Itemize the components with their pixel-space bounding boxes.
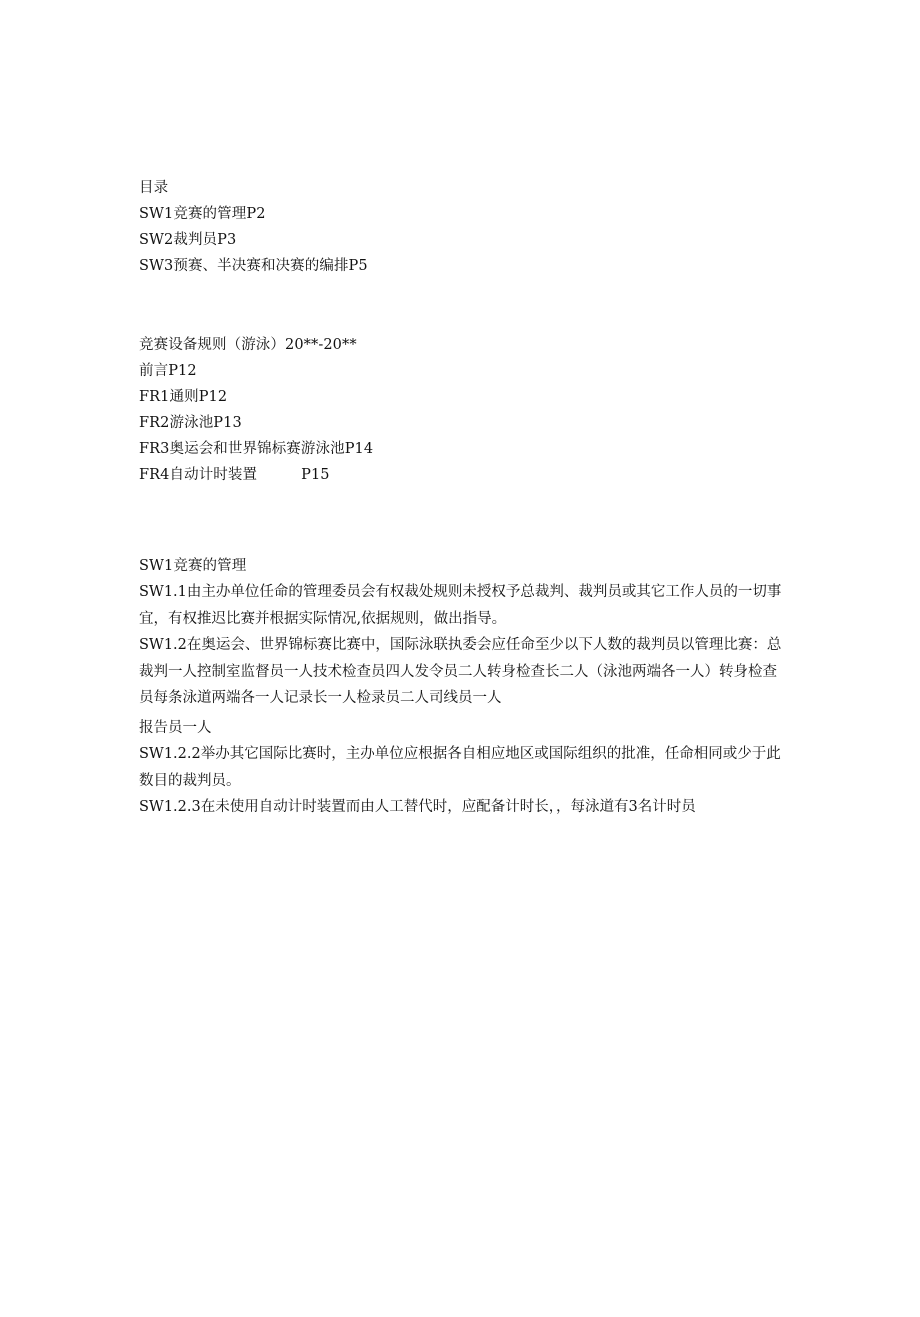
section-heading: SW1竞赛的管理 <box>139 558 247 574</box>
facility-rules-item-label: FR4自动计时装置 <box>139 467 258 483</box>
facility-rules-item: 前言P12 <box>139 363 197 379</box>
facility-rules-heading: 竞赛设备规则（游泳）20**-20** <box>139 337 357 353</box>
toc-item: SW2裁判员P3 <box>139 232 237 248</box>
toc-item: SW1竞赛的管理P2 <box>139 206 266 222</box>
table-of-contents <box>139 175 789 279</box>
paragraph-sw1-2-2: SW1.2.2举办其它国际比赛时，主办单位应根据各自相应地区或国际组织的批准，任命相同或少于此数目的裁判员。 <box>139 746 781 789</box>
facility-rules-item-page: P15 <box>301 467 330 483</box>
section-sw1 <box>139 553 789 821</box>
facility-rules-item: FR1通则P12 <box>139 389 228 405</box>
toc-item: SW3预赛、半决赛和决赛的编排P5 <box>139 258 368 274</box>
paragraph-sw1-2-3: SW1.2.3在未使用自动计时装置而由人工替代时，应配备计时长，，每泳道有3名计时员 <box>139 799 696 815</box>
toc-heading: 目录 <box>139 180 169 196</box>
paragraph-sw1-2-cont: 报告员一人 <box>139 719 212 736</box>
paragraph-sw1-1: SW1.1由主办单位任命的管理委员会有权裁处规则未授权予总裁判、裁判员或其它工作人员的一切事宜，有权推迟比赛并根据实际情况,依据规则，做出指导。 <box>139 584 782 627</box>
facility-rules-contents <box>139 332 789 488</box>
paragraph-sw1-2: SW1.2在奥运会、世界锦标赛比赛中，国际泳联执委会应任命至少以下人数的裁判员以管理比赛：总裁判一人控制室监督员一人技术检查员四人发令员二人转身检查长二人（泳池两端各一人）转身检查员每条泳道两端各一人记录长一人检录员二人司线员一人 <box>139 637 782 706</box>
facility-rules-item-last <box>139 462 789 488</box>
facility-rules-item: FR3奥运会和世界锦标赛游泳池P14 <box>139 441 374 457</box>
facility-rules-item: FR2游泳池P13 <box>139 415 242 431</box>
